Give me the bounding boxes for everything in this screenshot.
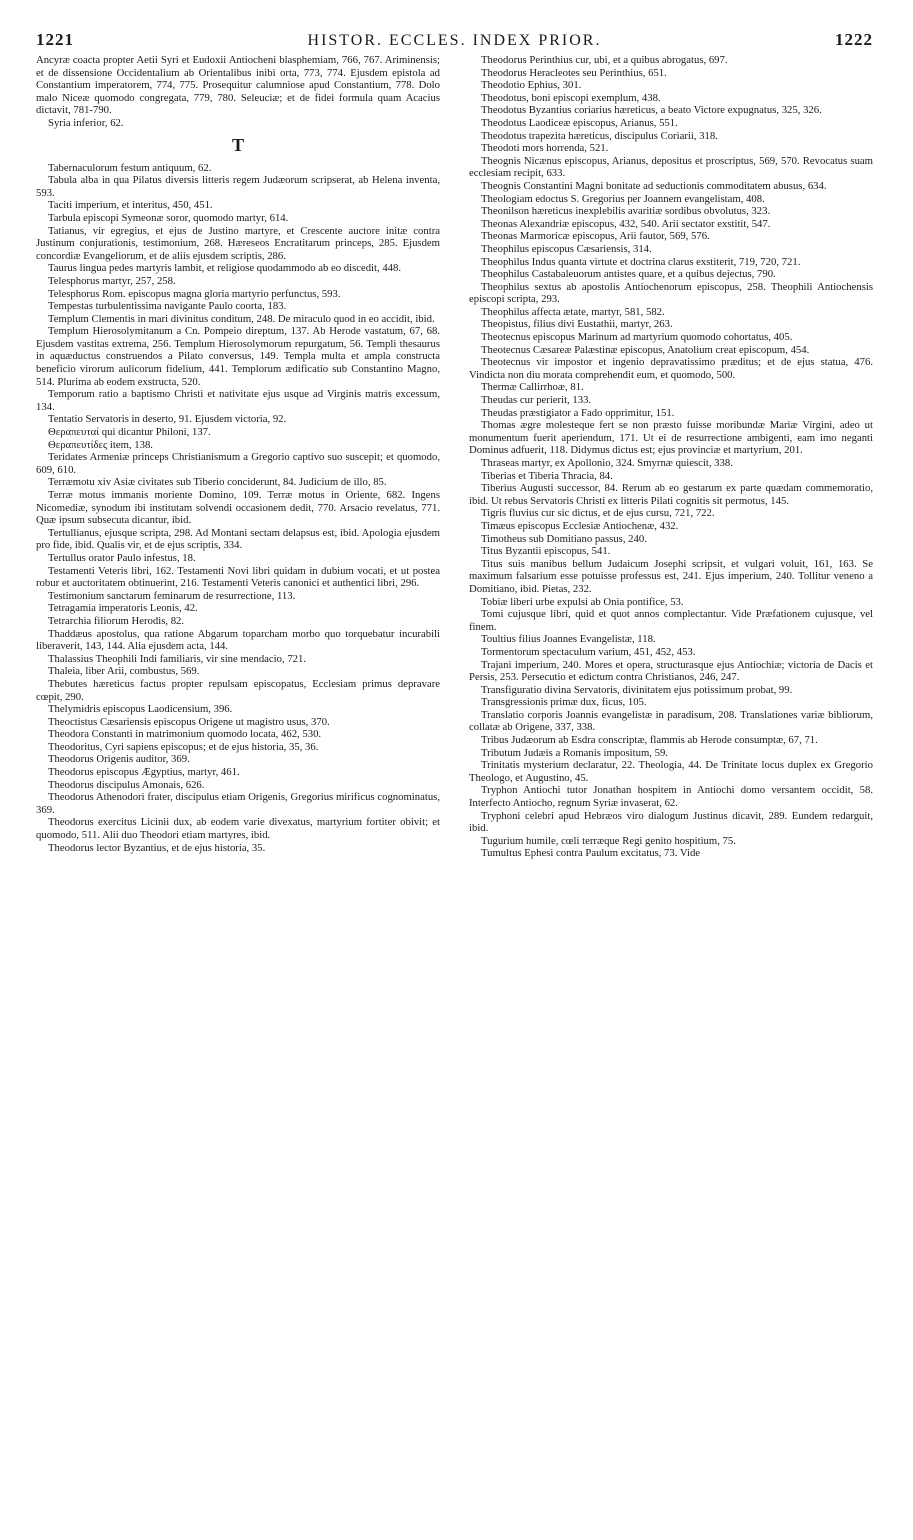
- index-entry: Templum Clementis in mari divinitus conditum, 248. De miraculo quod in eo accidit, ibid.: [48, 312, 435, 325]
- section-letter: T: [231, 134, 244, 155]
- left-column-entries-after: [36, 162, 440, 855]
- index-entry: Theodorus discipulus Amonais, 626.: [48, 778, 205, 791]
- index-entry: Tormentorum spectaculum varium, 451, 452, 453.: [481, 645, 696, 658]
- index-entry: Theonas Alexandriæ episcopus, 432, 540. Arii sectator exstitit, 547.: [481, 217, 771, 230]
- index-entry: Testimonium sanctarum feminarum de resurrectione, 113.: [48, 589, 296, 602]
- index-entry: Theodotio Ephius, 301.: [481, 79, 582, 92]
- index-entry: Tetrarchia filiorum Herodis, 82.: [48, 614, 185, 627]
- index-entry: Theodorus Athenodori frater, discipulus etiam Origenis, Gregorius mirificus cognominatus, 369.: [36, 791, 440, 816]
- page-header: [36, 30, 873, 50]
- index-entry: Templum Hierosolymitanum a Cn. Pompeio direptum, 137. Ab Herode vastatum, 67, 68. Ejusdem vastitas extrema, 256. Templum Hierosolymorum repurgatum, 56. Templi thesaurus in aquæductus construendos a Pilato conversus, 149. Templa multa et ampla constructa beneficio virorum aulicorum fidelium, 441. Templorum ædificatio sub Constantino Magno, 514. Plurima ab eodem exstructa, 520.: [36, 325, 440, 388]
- index-entry: Tempestas turbulentissima navigante Paulo coorta, 183.: [48, 300, 287, 313]
- index-entry: Tryphoni celebri apud Hebræos viro dialogum Justinus dicavit, 289. Eundem redarguit, ibid.: [469, 809, 873, 835]
- index-entry: Theonas Marmoricæ episcopus, Arii fautor, 569, 576.: [481, 230, 710, 243]
- index-entry: Tarbula episcopi Symeonæ soror, quomodo martyr, 614.: [48, 211, 289, 224]
- index-entry: Translatio corporis Joannis evangelistæ in paradisum, 208. Translationes variæ bibliorum, collatæ ab Origene, 337, 338.: [469, 708, 873, 734]
- index-entry: Theognis Constantini Magni bonitate ad seductionis commoditatem abusus, 634.: [481, 179, 827, 192]
- index-entry: Theodorus exercitus Licinii dux, ab eodem varie divexatus, martyrium fortiter obivit; et quomodo, 511. Alii duo Theodori etiam martyres, ibid.: [36, 816, 440, 842]
- index-entry: Theotecnus vir impostor et ingenio depravatissimo præditus; et de ejus statua, 476. Vindicta non diu morata comprehendit eum, et quomodo, 500.: [469, 356, 873, 381]
- index-entry: Theophilus Indus quanta virtute et doctrina clarus exstiterit, 719, 720, 721.: [481, 255, 801, 268]
- index-entry: Theotecnus Cæsareæ Palæstinæ episcopus, Anatolium creat episcopum, 454.: [481, 343, 810, 356]
- index-entry: Theophilus Castabaleuorum antistes quare, et a quibus dejectus, 790.: [481, 268, 776, 281]
- index-entry: Timæus episcopus Ecclesiæ Antiochenæ, 432.: [481, 519, 679, 532]
- index-entry: Theodoti mors horrenda, 521.: [481, 142, 609, 155]
- index-entry: Thraseas martyr, ex Apollonio, 324. Smyrnæ quiescit, 338.: [481, 457, 733, 469]
- index-entry: Theophilus episcopus Cæsariensis, 314.: [481, 242, 652, 255]
- index-entry: Tertullianus, ejusque scripta, 298. Ad Montani sectam delapsus est, ibid. Apologia ejusdem pro fide, ibid. Qualis vir, et de ejus scriptis, 334.: [36, 526, 440, 552]
- index-entry: Tribus Judæorum ab Esdra conscriptæ, flammis ab Herode consumptæ, 67, 71.: [481, 734, 818, 747]
- index-entry: Θεραπευτίδες item, 138.: [48, 438, 153, 451]
- index-entry: Theodorus Heracleotes seu Perinthius, 651.: [481, 66, 667, 79]
- index-entry: Theophilus sextus ab apostolis Antiochenorum episcopus, 258. Theophili Antiochensis episcopi scripta, 293.: [469, 280, 873, 306]
- index-entry: Tatianus, vir egregius, et ejus de Justino martyre, et Crescente auctore initæ contra Justinum conjurationis, testimonium, 268. Hæreseos Encratitarum princeps, 285. Ejusdem concordiæ Evangeliorum, et de aliis ejusdem scriptis, 286.: [36, 224, 440, 262]
- index-entry: Tugurium humile, cœli terræque Regi genito hospitium, 75.: [481, 834, 736, 847]
- index-entry: Theodotus, boni episcopi exemplum, 438.: [481, 91, 661, 104]
- index-entry: Taurus lingua pedes martyris lambit, et religiose quodammodo ab eo discedit, 448.: [48, 262, 402, 275]
- index-entry: Tiberius Augusti successor, 84. Rerum ab eo gestarum ex parte quædam commemoratio, ibid. Ut rebus Servatoris Christi ex litteris Pilati cognitis sit permotus, 145.: [469, 482, 873, 507]
- index-entry: Theudas præstigiator a Fado opprimitur, 151.: [481, 406, 675, 419]
- index-entry: Tomi cujusque libri, quid et quot annos complectantur. Vide Præfationem cujusque, vel finem.: [469, 608, 873, 633]
- index-entry: Testamenti Veteris libri, 162. Testamenti Novi libri quidam in dubium vocati, et ut postea robur et auctoritatem obtinuerint, 216. Testamenti Veteris canonici et authentici libri, 296.: [36, 564, 440, 590]
- index-entry: Theodotus Laodiceæ episcopus, Arianus, 551.: [481, 116, 678, 129]
- index-entry: Thermæ Callirrhoæ, 81.: [481, 381, 584, 394]
- index-entry: Thaleia, liber Arii, combustus, 569.: [48, 665, 200, 678]
- index-entry: Theologiam edoctus S. Gregorius per Joannem evangelistam, 408.: [481, 192, 765, 205]
- index-entry: Tabernaculorum festum antiquum, 62.: [48, 161, 212, 174]
- left-column-entries-before: [36, 54, 440, 130]
- index-entry: Theudas cur perierit, 133.: [481, 394, 592, 407]
- index-entry: Θεραπευταί qui dicantur Philoni, 137.: [48, 426, 211, 439]
- index-entry: Titus Byzantii episcopus, 541.: [481, 545, 611, 558]
- index-entry: Taciti imperium, et interitus, 450, 451.: [48, 199, 213, 212]
- index-entry: Telesphorus Rom. episcopus magna gloria martyrio perfunctus, 593.: [48, 287, 341, 300]
- index-entry: Theopistus, filius divi Eustathii, martyr, 263.: [481, 318, 673, 331]
- index-entry: Tentatio Servatoris in deserto, 91. Ejusdem victoria, 92.: [48, 413, 287, 426]
- index-entry: Thalassius Theophili Indi familiaris, vir sine mendacio, 721.: [48, 652, 307, 665]
- running-title: HISTOR. ECCLES. INDEX PRIOR.: [307, 32, 602, 49]
- index-entry: Toultius filius Joannes Evangelistæ, 118.: [481, 633, 656, 646]
- index-entry: Temporum ratio a baptismo Christi et nativitate ejus usque ad Virginis matris excessum, 134.: [36, 388, 440, 413]
- index-entry: Thomas ægre molesteque fert se non præsto fuisse moribundæ Mariæ Virgini, adeo ut monumentum fuerit aperiendum, 171. Ut ei de resurrectione ambigenti, eam imo neganti Dominus adfuerit, 118. Didymus dictus est; ejus provinciæ et martyrium, 201.: [469, 419, 873, 457]
- index-entry: Theodorus episcopus Ægyptius, martyr, 461.: [48, 766, 240, 779]
- index-entry: Terræ motus immanis moriente Domino, 109. Terræ motus in Oriente, 682. Ingens Nicomediæ, synodum ibi institutam solvendi occasionem dedit, 770. Arsacio revelatus, 771. Quæ ipsum subsecuta dicantur, ibid.: [36, 489, 440, 527]
- index-entry: Tumultus Ephesi contra Paulum excitatus, 73. Vide: [481, 847, 701, 860]
- index-entry: Trinitatis mysterium declaratur, 22. Theologia, 44. De Trinitate locus duplex ex Gregorio Theologo, et Augustino, 45.: [469, 759, 873, 784]
- index-entry: Transfiguratio divina Servatoris, divinitatem ejus potissimum probat, 99.: [481, 683, 793, 696]
- index-entry: Theognis Nicænus episcopus, Arianus, depositus et proscriptus, 569, 570. Revocatus suam ecclesiam recipit, 633.: [469, 154, 873, 180]
- left-page-number: 1221: [36, 30, 74, 49]
- index-entry: Timotheus sub Domitiano passus, 240.: [481, 532, 647, 545]
- index-entry: Syria inferior, 62.: [48, 116, 124, 129]
- index-entry: Theodorus lector Byzantius, et de ejus historia, 35.: [48, 841, 266, 854]
- index-entry: Telesphorus martyr, 257, 258.: [48, 274, 176, 287]
- index-entry: Terræmotu xiv Asiæ civitates sub Tiberio conciderunt, 84. Judicium de illo, 85.: [48, 476, 387, 489]
- left-column: [36, 54, 440, 860]
- index-entry: Theodotus Byzantius coriarius hæreticus, a beato Victore expugnatus, 325, 326.: [481, 104, 822, 117]
- index-entry: Tributum Judæis a Romanis impositum, 59.: [481, 746, 668, 759]
- index-entry: Trajani imperium, 240. Mores et opera, structurasque ejus Antiochiæ; victoria de Dacis et Persis, 253. Persecutio et edictum contra Christianos, 246, 247.: [469, 658, 873, 684]
- right-column: [469, 54, 873, 860]
- right-page-number: 1222: [834, 30, 873, 49]
- index-entry: Transgressionis primæ dux, ficus, 105.: [481, 696, 647, 709]
- index-entry: Theodorus Origenis auditor, 369.: [48, 753, 190, 766]
- index-entry: Thelymidris episcopus Laodicensium, 396.: [48, 703, 233, 716]
- index-entry: Tiberias et Tiberia Thracia, 84.: [481, 469, 613, 482]
- index-entry: Tryphon Antiochi tutor Jonathan hospitem in Antiochi domo versantem occidit, 58. Interfecto Antiocho, regnum Syriæ invaserat, 62.: [469, 784, 873, 810]
- index-entry: Theophilus affecta ætate, martyr, 581, 582.: [481, 305, 665, 318]
- index-entry: Theonilson hæreticus inexplebilis avaritiæ sordibus obvolutus, 323.: [481, 205, 771, 218]
- index-entry: Tigris fluvius cur sic dictus, et de ejus cursu, 721, 722.: [481, 507, 715, 520]
- index-entry: Theodoritus, Cyri sapiens episcopus; et de ejus historia, 35, 36.: [48, 740, 319, 753]
- index-entry: Ancyræ coacta propter Aetii Syri et Eudoxii Antiocheni blasphemiam, 766, 767. Ariminensis; et de dissensione Occidentalium ab Orientalibus inibi orta, 773, 774. Ejusdem epistola ad Constantium imperatorem, 774, 775. Prosequitur calumniose apud Constantium, 778. Dolo malo Niceæ quomodo congregata, 779, 780. Seleuciæ; et de fidei formula quam Acacius dictavit, 781-790.: [36, 54, 440, 117]
- text-columns: [36, 54, 873, 860]
- index-entry: Tetragamia imperatoris Leonis, 42.: [48, 602, 198, 615]
- index-entry: Theotecnus episcopus Marinum ad martyrium quomodo cohortatus, 405.: [481, 331, 793, 344]
- index-entry: Titus suis manibus bellum Judaicum Josephi scripsit, et vulgari voluit, 161, 163. Se maximum falsarium esse potuisse professus est, 241. Ejus imperium, 240. Tollitur veneno a Domitiano, ibid. Pietas, 232.: [469, 557, 873, 595]
- index-entry: Tobiæ liberi urbe expulsi ab Onia pontifice, 53.: [481, 595, 684, 608]
- index-entry: Theoctistus Cæsariensis episcopus Origene ut magistro usus, 370.: [48, 715, 330, 728]
- index-entry: Thaddæus apostolus, qua ratione Abgarum toparcham morbo quo torquebatur incurabili liberaverit, 143, 144. Alia ejusdem acta, 144.: [36, 627, 440, 653]
- index-entry: Theodotus trapezita hæreticus, discipulus Coriarii, 318.: [481, 129, 718, 142]
- index-entry: Thebutes hæreticus factus propter repulsam episcopatus, Ecclesiam primus depravare cœpit, 290.: [36, 677, 440, 703]
- index-entry: Tabula alba in qua Pilatus diversis litteris regem Judæorum scripserat, ab Helena inventa, 593.: [36, 174, 440, 199]
- index-entry: Tertullus orator Paulo infestus, 18.: [48, 551, 196, 564]
- index-entry: Theodorus Perinthius cur, ubi, et a quibus abrogatus, 697.: [481, 54, 728, 66]
- index-entry: Theodora Constanti in matrimonium quomodo locata, 462, 530.: [48, 728, 322, 741]
- index-entry: Teridates Armeniæ princeps Christianismum a Gregorio captivo suo suscepit; et quomodo, 609, 610.: [36, 451, 440, 476]
